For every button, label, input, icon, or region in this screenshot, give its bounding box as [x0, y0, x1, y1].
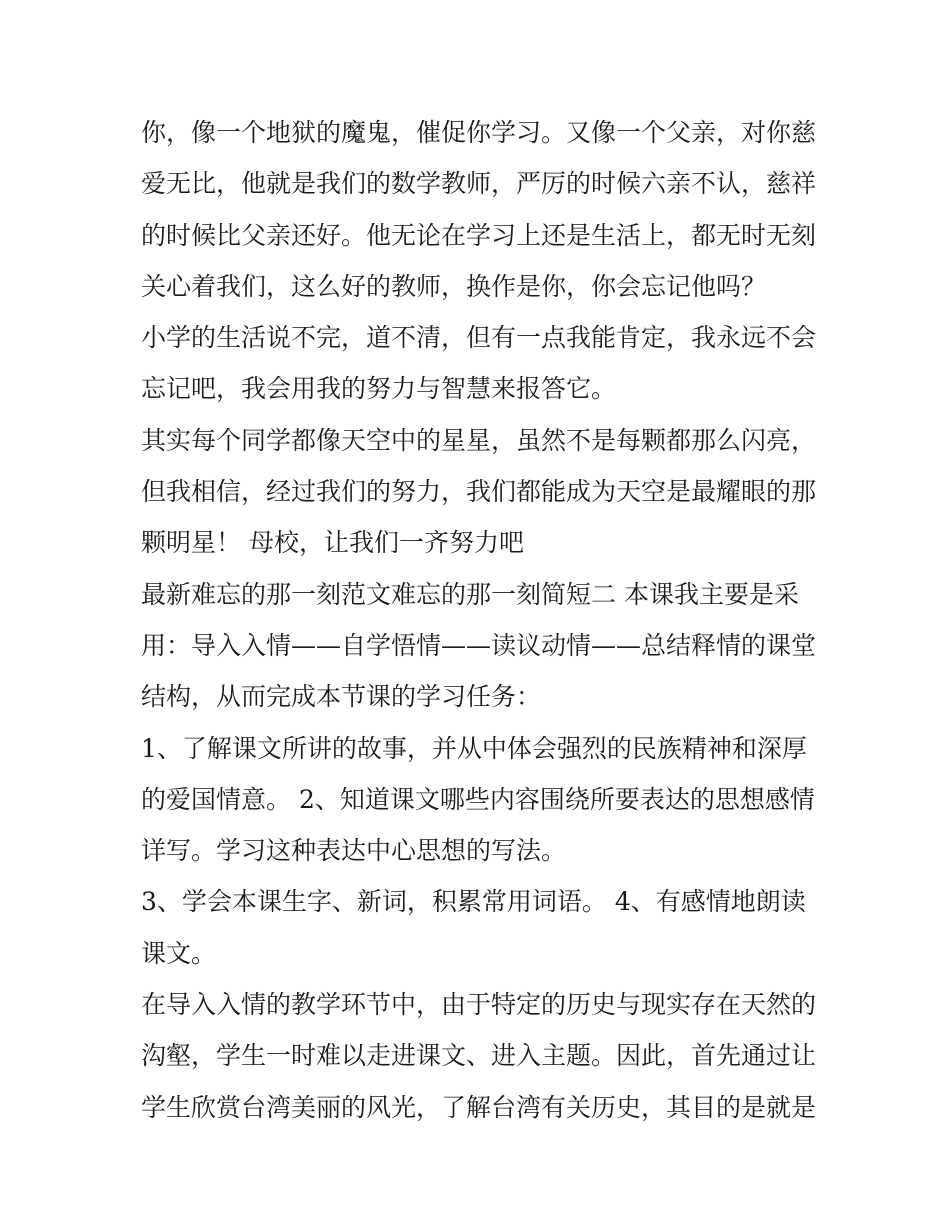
text-line-19: 沟壑，学生一时难以走进课文、进入主题。因此，首先通过让 — [141, 1041, 817, 1071]
text-line-3: 的时候比父亲还好。他无论在学习上还是生活上，都无时无刻 — [141, 220, 817, 250]
body-text — [141, 107, 831, 1133]
text-line-20: 学生欣赏台湾美丽的风光，了解台湾有关历史，其目的是就是 — [141, 1092, 817, 1122]
text-line-5: 小学的生活说不完，道不清，但有一点我能肯定，我永远不会 — [141, 323, 817, 353]
text-line-8: 但我相信，经过我们的努力，我们都能成为天空是最耀眼的那 — [141, 477, 817, 507]
text-line-6: 忘记吧，我会用我的努力与智慧来报答它。 — [141, 374, 617, 404]
text-line-16: 3、学会本课生字、新词，积累常用词语。 4、有感情地朗读 — [141, 887, 806, 917]
text-line-12: 结构，从而完成本节课的学习任务： — [141, 682, 542, 712]
text-line-4: 关心着我们，这么好的教师，换作是你，你会忘记他吗？ — [141, 271, 767, 301]
text-line-10: 最新难忘的那一刻范文难忘的那一刻简短二 本课我主要是采 — [141, 579, 799, 609]
text-line-2: 爱无比，他就是我们的数学教师，严厉的时候六亲不认，慈祥 — [141, 169, 817, 199]
text-line-14: 的爱国情意。 2、知道课文哪些内容围绕所要表达的思想感情 — [141, 784, 815, 814]
text-line-17: 课文。 — [141, 938, 217, 968]
text-line-15: 详写。学习这种表达中心思想的写法。 — [141, 836, 567, 866]
text-line-18: 在导入入情的教学环节中，由于特定的历史与现实存在天然的 — [141, 990, 817, 1020]
text-line-9: 颗明星！ 母校，让我们一齐努力吧 — [141, 528, 524, 558]
text-line-13: 1、了解课文所讲的故事，并从中体会强烈的民族精神和深厚 — [141, 733, 807, 763]
text-line-7: 其实每个同学都像天空中的星星，虽然不是每颗都那么闪亮， — [141, 425, 817, 455]
text-line-11: 用：导入入情——自学悟情——读议动情——总结释情的课堂 — [141, 630, 817, 660]
text-line-1: 你，像一个地狱的魔鬼，催促你学习。又像一个父亲，对你慈 — [141, 118, 817, 147]
